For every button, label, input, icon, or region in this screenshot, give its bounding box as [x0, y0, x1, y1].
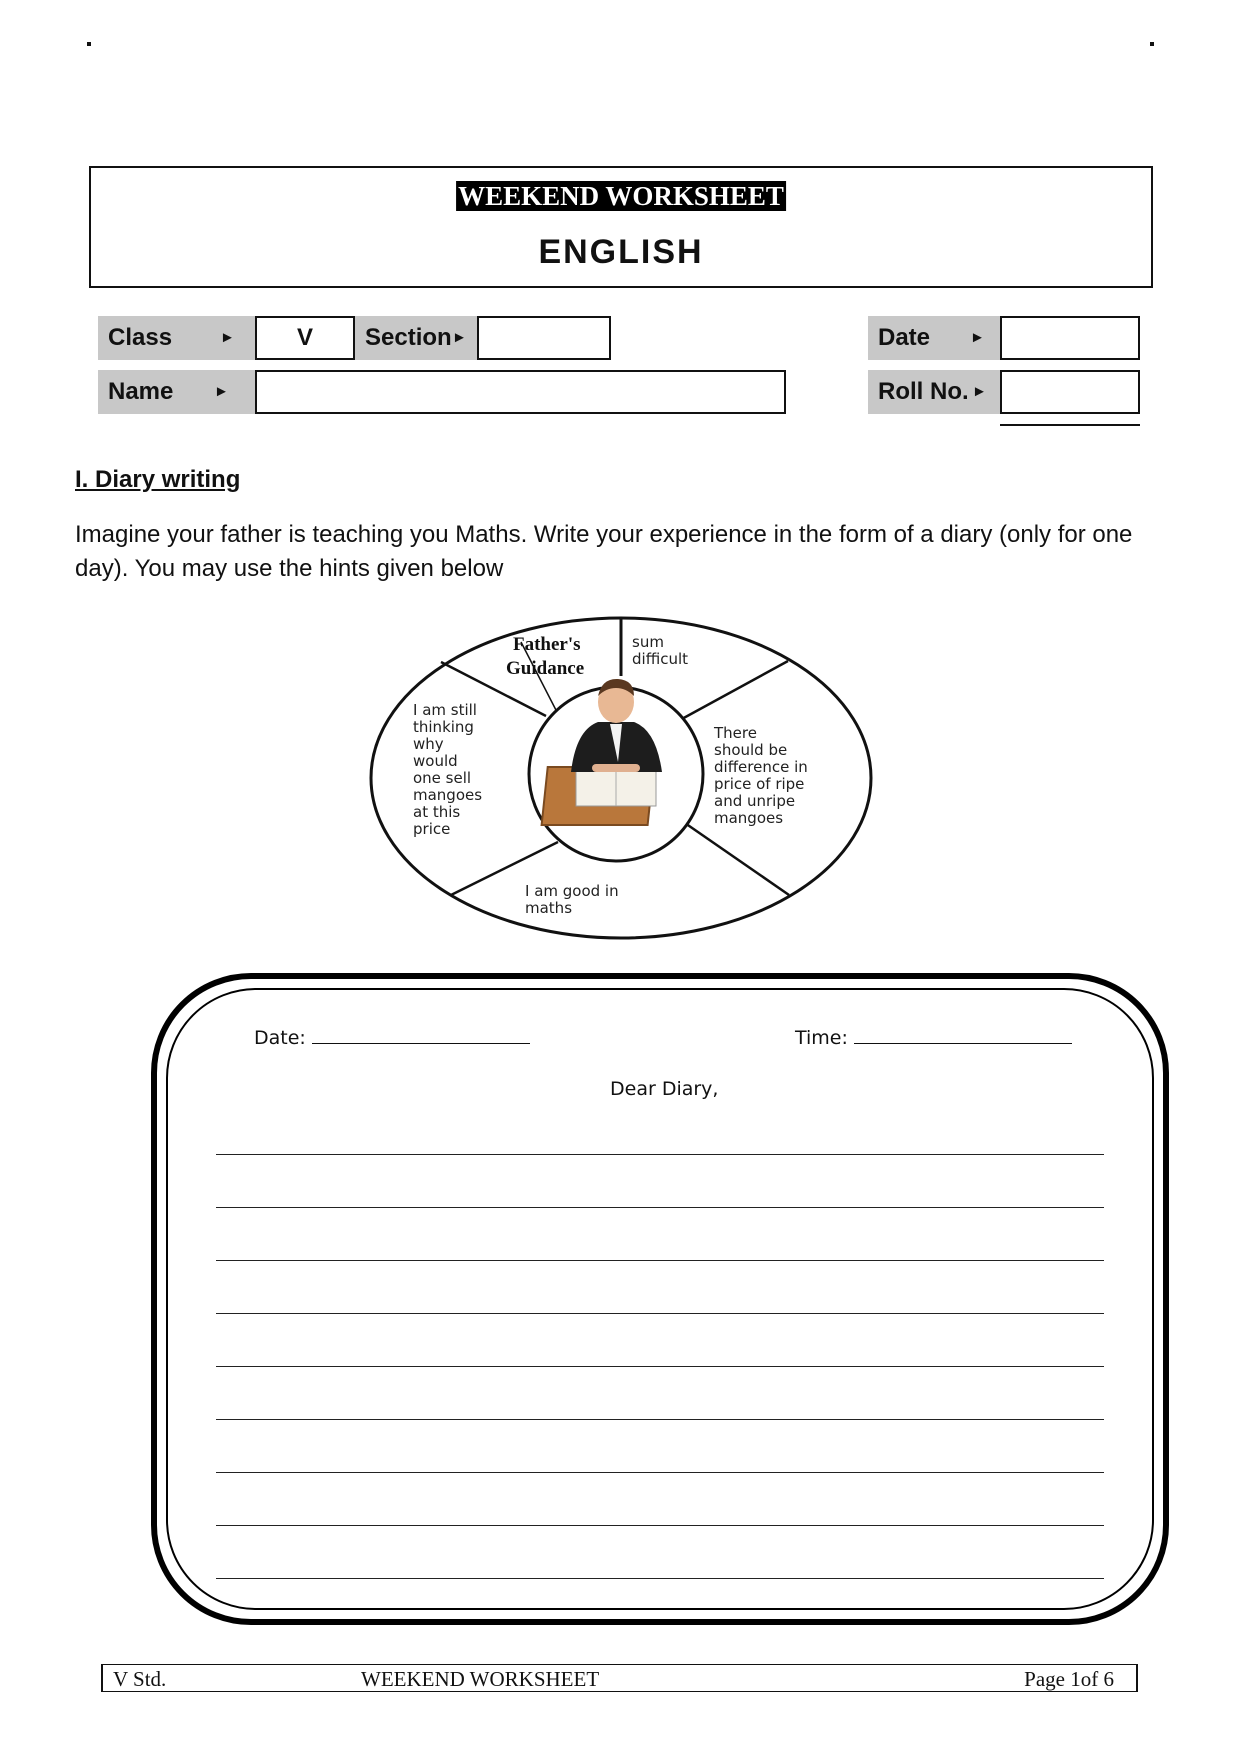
- page-footer: [101, 1664, 1138, 1692]
- svg-text:I am still: I am still: [413, 701, 477, 719]
- svg-text:I am good in: I am good in: [525, 882, 619, 900]
- roll-no-label: Roll No. ►: [868, 370, 1000, 414]
- section-field[interactable]: [477, 316, 611, 360]
- class-label: Class ►: [98, 316, 256, 360]
- arrow-icon: ►: [970, 329, 985, 346]
- diary-time: [795, 1024, 1072, 1049]
- arrow-icon: ►: [452, 329, 467, 346]
- date-field[interactable]: [1000, 316, 1140, 360]
- svg-text:Father's: Father's: [513, 634, 581, 655]
- svg-text:maths: maths: [525, 899, 573, 917]
- svg-text:mangoes: mangoes: [413, 786, 483, 804]
- arrow-icon: ►: [972, 383, 987, 400]
- writing-line[interactable]: [216, 1207, 1104, 1208]
- diary-frame: [151, 973, 1169, 1625]
- name-label: Name ►: [98, 370, 256, 414]
- svg-text:price: price: [413, 820, 451, 838]
- section-heading: I. Diary writing: [75, 466, 241, 493]
- writing-line[interactable]: [216, 1154, 1104, 1155]
- svg-text:at this: at this: [413, 803, 461, 821]
- svg-text:and unripe: and unripe: [714, 792, 796, 810]
- footer-class: V Std.: [113, 1667, 167, 1691]
- svg-text:sum: sum: [632, 633, 664, 651]
- date-label: Date ►: [868, 316, 1000, 360]
- writing-line[interactable]: [216, 1578, 1104, 1579]
- diary-time-blank[interactable]: [854, 1024, 1072, 1044]
- svg-text:one sell: one sell: [413, 769, 472, 787]
- name-field[interactable]: [255, 370, 786, 414]
- subject-title: ENGLISH: [538, 233, 704, 271]
- instructions-text: Imagine your father is teaching you Maths. Write your experience in the form of a diary (only for one day). You may use the hints given below: [75, 521, 1133, 582]
- svg-text:would: would: [413, 752, 458, 770]
- svg-text:price of ripe: price of ripe: [714, 775, 805, 793]
- worksheet-header: [89, 166, 1153, 288]
- diary-greeting: Dear Diary,: [610, 1078, 719, 1100]
- svg-text:why: why: [413, 735, 444, 753]
- diary-date: [254, 1024, 530, 1049]
- svg-text:thinking: thinking: [413, 718, 474, 736]
- writing-line[interactable]: [216, 1260, 1104, 1261]
- svg-text:mangoes: mangoes: [714, 809, 784, 827]
- corner-dot-right: [1150, 42, 1154, 46]
- corner-dot-left: [87, 42, 91, 46]
- svg-text:difficult: difficult: [632, 650, 688, 668]
- svg-text:difference in: difference in: [714, 758, 808, 776]
- hint-wheel-diagram: [366, 612, 876, 944]
- svg-text:Guidance: Guidance: [506, 658, 585, 679]
- footer-title: WEEKEND WORKSHEET: [361, 1667, 600, 1691]
- arrow-icon: ►: [214, 383, 229, 400]
- footer-page-number: Page 1of 6: [1024, 1667, 1114, 1691]
- arrow-icon: ►: [220, 329, 235, 346]
- writing-line[interactable]: [216, 1419, 1104, 1420]
- svg-text:There: There: [714, 724, 757, 742]
- class-field[interactable]: V: [255, 316, 355, 360]
- worksheet-title: WEEKEND WORKSHEET: [458, 181, 784, 211]
- roll-no-field[interactable]: [1000, 370, 1140, 414]
- roll-no-underline: [1000, 424, 1140, 426]
- writing-line[interactable]: [216, 1472, 1104, 1473]
- diary-date-label: Date:: [254, 1027, 306, 1049]
- writing-line[interactable]: [216, 1313, 1104, 1314]
- writing-line[interactable]: [216, 1366, 1104, 1367]
- section-label: Section ►: [355, 316, 477, 360]
- diary-time-label: Time:: [795, 1027, 848, 1049]
- svg-text:should be: should be: [714, 741, 788, 759]
- diary-date-blank[interactable]: [312, 1024, 530, 1044]
- writing-line[interactable]: [216, 1525, 1104, 1526]
